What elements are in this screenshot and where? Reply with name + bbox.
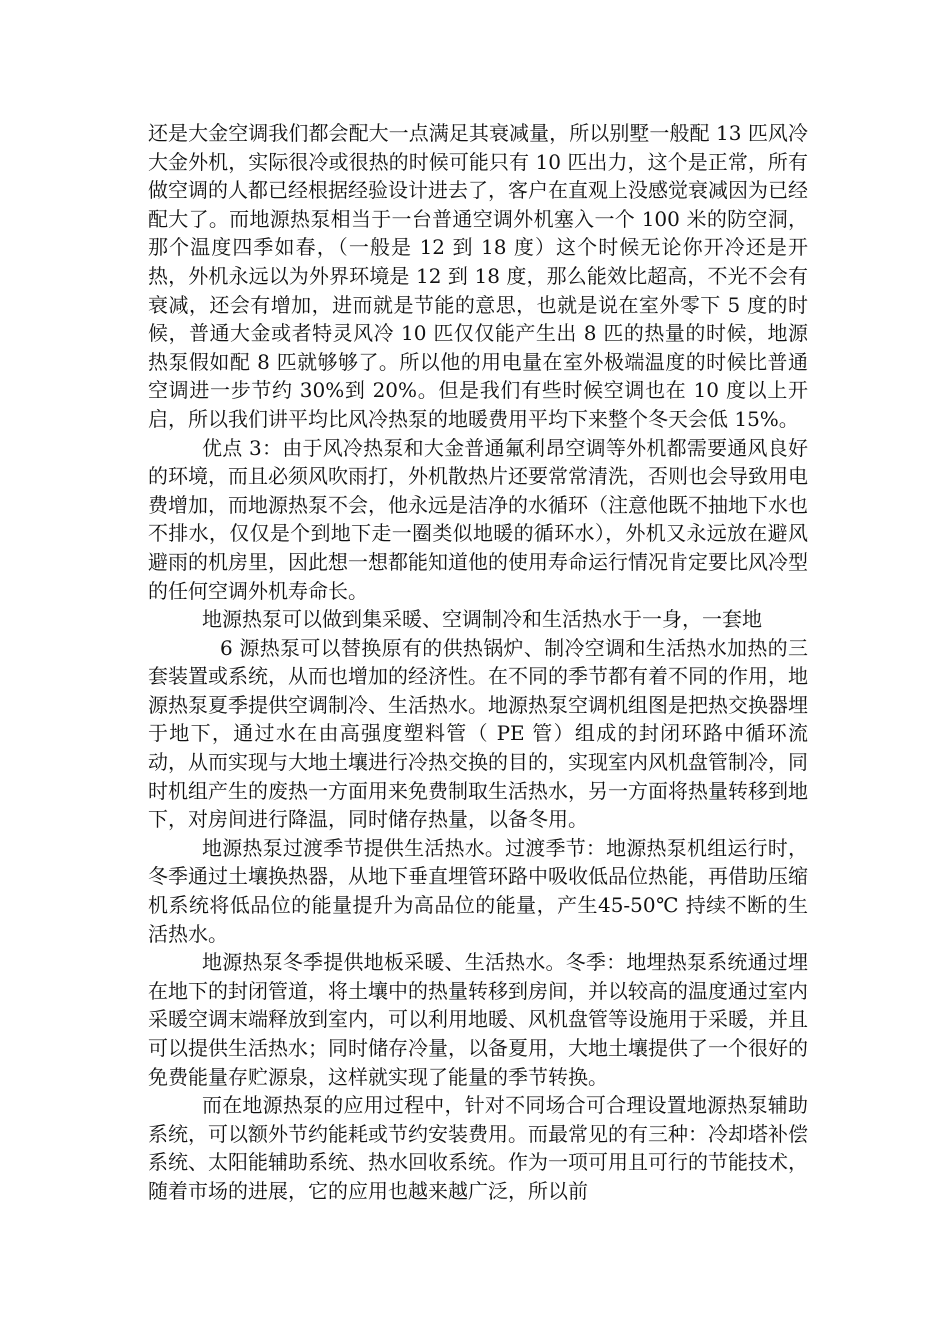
paragraph-7: 而在地源热泵的应用过程中，针对不同场合可合理设置地源热泵辅助系统，可以额外节约能耗或节约安装费用。而最常见的有三种：冷却塔补偿系统、太阳能辅助系统、热水回收系统。作为一项可用且可行的节能技术，随着市场的进展，它的应用也越来越广泛，所以前 [148, 1093, 808, 1203]
body-text [148, 119, 808, 1206]
paragraph-2: 优点 3：由于风冷热泵和大金普通氟利昂空调等外机都需要通风良好的环境，而且必须风吹雨打，外机散热片还要常常清洗，否则也会导致用电费增加，而地源热泵不会，他永远是洁净的水循环（注意他既不抽地下水也不排水，仅仅是个到地下走一圈类似地暖的循环水），外机又永远放在避风避雨的机房里，因此想一想都能知道他的使用寿命运行情况肯定要比风冷型的任何空调外机寿命长。 [148, 435, 808, 603]
paragraph-4: 6 源热泵可以替换原有的供热锅炉、制冷空调和生活热水加热的三套装置或系统，从而也增加的经济性。在不同的季节都有着不同的作用，地源热泵夏季提供空调制冷、生活热水。地源热泵空调机组图是把热交换器埋于地下，通过水在由高强度塑料管（ PE 管）组成的封闭环路中循环流动，从而实现与大地土壤进行冷热交换的目的，实现室内风机盘管制冷，同时机组产生的废热一方面用来免费制取生活热水，另一方面将热量转移到地下，对房间进行降温，同时储存热量，以备冬用。 [148, 635, 808, 832]
paragraph-6: 地源热泵冬季提供地板采暖、生活热水。冬季：地埋热泵系统通过埋在地下的封闭管道，将土壤中的热量转移到房间，并以较高的温度通过室内采暖空调末端释放到室内，可以利用地暖、风机盘管等设施用于采暖，并且可以提供生活热水；同时储存冷量，以备夏用，大地土壤提供了一个很好的免费能量存贮源泉，这样就实现了能量的季节转换。 [148, 950, 808, 1089]
paragraph-5: 地源热泵过渡季节提供生活热水。过渡季节：地源热泵机组运行时，冬季通过土壤换热器，从地下垂直埋管环路中吸收低品位热能，再借助压缩机系统将低品位的能量提升为高品位的能量，产生45-50℃ 持续不断的生活热水。 [148, 835, 808, 946]
paragraph-3: 地源热泵可以做到集采暖、空调制冷和生活热水于一身，一套地 [202, 607, 762, 632]
paragraph-1: 还是大金空调我们都会配大一点满足其衰减量，所以别墅一般配 13 匹风冷大金外机，实际很冷或很热的时候可能只有 10 匹出力，这个是正常，所有做空调的人都已经根据经验设计进去了，客户在直观上没感觉衰减因为已经配大了。而地源热泵相当于一台普通空调外机塞入一个 100 米的防空洞，那个温度四季如春，（一般是 12 到 18 度）这个时候无论你开冷还是开热，外机永远以为外界环境是 12 到 18 度，那么能效比超高，不光不会有衰减，还会有增加，进而就是节能的意思，也就是说在室外零下 5 度的时候，普通大金或者特灵风冷 10 匹仅仅能产生出 8 匹的热量的时候，地源热泵假如配 8 匹就够够了。所以他的用电量在室外极端温度的时候比普通空调进一步节约 30%到 20%。但是我们有些时候空调也在 10 度以上开启，所以我们讲平均比风冷热泵的地暖费用平均下来整个冬天会低 15%。 [148, 121, 808, 431]
